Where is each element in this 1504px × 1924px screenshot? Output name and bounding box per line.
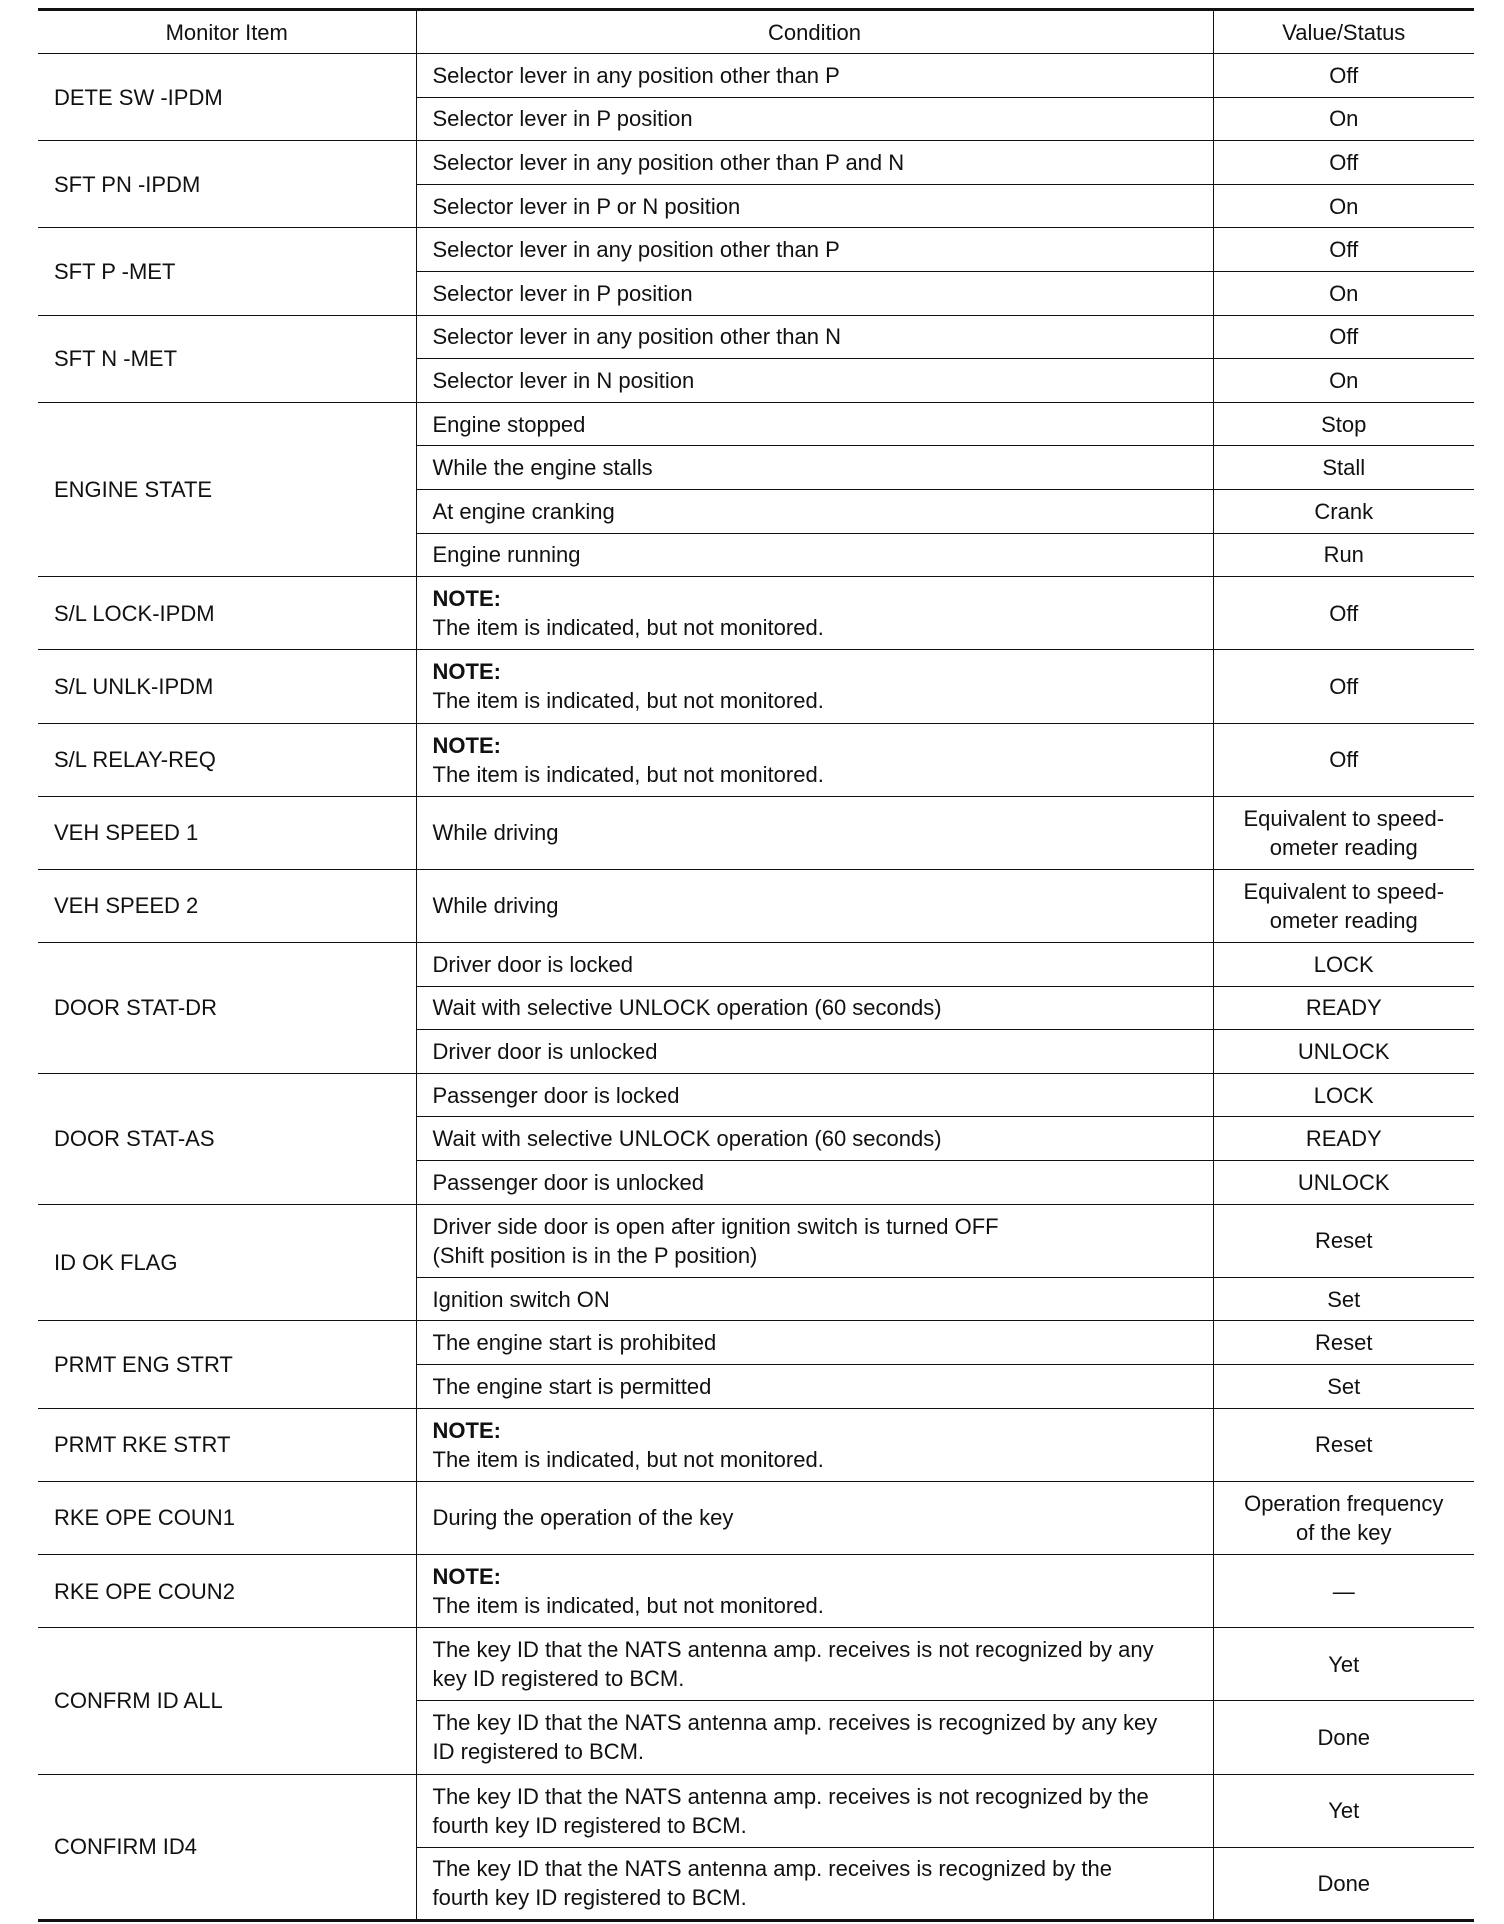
value-status-cell: Off [1213,577,1474,650]
value-status-cell: Set [1213,1277,1474,1321]
table-row [38,723,1474,796]
condition-cell: Selector lever in P or N position [416,184,1213,228]
note-text: The item is indicated, but not monitored. [432,615,824,641]
condition-cell: Ignition switch ON [416,1277,1213,1321]
condition-cell [416,577,1213,650]
table-row [38,577,1474,650]
monitor-item-cell: ENGINE STATE [38,402,416,576]
condition-cell [416,1554,1213,1627]
condition-cell: While driving [416,796,1213,869]
value-status-cell: READY [1213,986,1474,1030]
value-status-cell: Reset [1213,1204,1474,1277]
table-row [38,1321,1474,1365]
monitor-item-cell: DETE SW -IPDM [38,54,416,141]
table-row [38,796,1474,869]
monitor-item-cell: RKE OPE COUN2 [38,1554,416,1627]
value-status-cell: Operation frequency of the key [1213,1481,1474,1554]
value-status-cell: Off [1213,141,1474,185]
table-row [38,1481,1474,1554]
table-row [38,54,1474,98]
value-status-cell: Off [1213,228,1474,272]
condition-cell: Passenger door is unlocked [416,1161,1213,1205]
monitor-table-page [38,8,1474,1922]
table-row [38,943,1474,987]
table-row [38,1554,1474,1627]
condition-cell: During the operation of the key [416,1481,1213,1554]
value-status-cell: — [1213,1554,1474,1627]
condition-cell: The engine start is prohibited [416,1321,1213,1365]
table-header-row [38,10,1474,54]
table-row [38,315,1474,359]
header-value-status: Value/Status [1213,10,1474,54]
condition-cell: Driver door is locked [416,943,1213,987]
condition-cell: Engine running [416,533,1213,577]
monitor-item-cell: SFT N -MET [38,315,416,402]
table-row [38,1204,1474,1277]
condition-cell: Selector lever in N position [416,359,1213,403]
note-label: NOTE: [432,659,501,685]
table-row [38,1628,1474,1701]
table-row [38,1073,1474,1117]
note-label: NOTE: [432,586,501,612]
monitor-item-cell: RKE OPE COUN1 [38,1481,416,1554]
value-status-cell: Set [1213,1365,1474,1409]
monitor-item-cell: PRMT RKE STRT [38,1408,416,1481]
condition-cell: The key ID that the NATS antenna amp. receives is recognized by the fourth key ID registered to BCM. [416,1847,1213,1920]
value-status-cell: Off [1213,315,1474,359]
condition-cell [416,650,1213,723]
value-status-cell: Done [1213,1847,1474,1920]
condition-cell: The key ID that the NATS antenna amp. receives is not recognized by the fourth key ID registered to BCM. [416,1774,1213,1847]
value-status-cell: Off [1213,650,1474,723]
value-status-cell: Done [1213,1701,1474,1774]
monitor-item-cell: VEH SPEED 2 [38,869,416,942]
table-row [38,1408,1474,1481]
monitor-item-cell: SFT P -MET [38,228,416,315]
table-body [38,54,1474,1921]
table-row [38,1774,1474,1847]
value-status-cell: UNLOCK [1213,1161,1474,1205]
monitor-item-cell: S/L LOCK-IPDM [38,577,416,650]
value-status-cell: Yet [1213,1774,1474,1847]
note-text: The item is indicated, but not monitored. [432,1593,824,1619]
note-label: NOTE: [432,1564,501,1590]
condition-cell: Selector lever in P position [416,97,1213,141]
condition-cell [416,723,1213,796]
value-status-cell: On [1213,97,1474,141]
value-status-cell: On [1213,359,1474,403]
monitor-item-cell: DOOR STAT-AS [38,1073,416,1204]
header-condition: Condition [416,10,1213,54]
value-status-cell: Reset [1213,1321,1474,1365]
value-status-cell: Off [1213,723,1474,796]
monitor-item-cell: DOOR STAT-DR [38,943,416,1074]
condition-cell: Selector lever in any position other than P and N [416,141,1213,185]
note-text: The item is indicated, but not monitored. [432,1446,824,1472]
condition-cell: While the engine stalls [416,446,1213,490]
table-row [38,228,1474,272]
table-row [38,141,1474,185]
condition-cell: The key ID that the NATS antenna amp. receives is recognized by any key ID registered to BCM. [416,1701,1213,1774]
header-monitor-item: Monitor Item [38,10,416,54]
condition-cell: Driver door is unlocked [416,1030,1213,1074]
table-row [38,402,1474,446]
condition-cell: Selector lever in any position other than P [416,228,1213,272]
value-status-cell: Stall [1213,446,1474,490]
value-status-cell: On [1213,271,1474,315]
value-status-cell: READY [1213,1117,1474,1161]
value-status-cell: Equivalent to speed- ometer reading [1213,869,1474,942]
monitor-item-cell: ID OK FLAG [38,1204,416,1321]
monitor-item-cell: S/L RELAY-REQ [38,723,416,796]
condition-cell: While driving [416,869,1213,942]
monitor-item-cell: PRMT ENG STRT [38,1321,416,1408]
note-label: NOTE: [432,732,501,758]
value-status-cell: LOCK [1213,1073,1474,1117]
monitor-item-table [38,8,1474,1922]
value-status-cell: UNLOCK [1213,1030,1474,1074]
note-text: The item is indicated, but not monitored. [432,761,824,787]
condition-cell: At engine cranking [416,489,1213,533]
value-status-cell: Stop [1213,402,1474,446]
monitor-item-cell: S/L UNLK-IPDM [38,650,416,723]
table-row [38,650,1474,723]
value-status-cell: Off [1213,54,1474,98]
condition-cell: Wait with selective UNLOCK operation (60 seconds) [416,986,1213,1030]
condition-cell [416,1408,1213,1481]
value-status-cell: LOCK [1213,943,1474,987]
value-status-cell: Crank [1213,489,1474,533]
value-status-cell: Yet [1213,1628,1474,1701]
monitor-item-cell: VEH SPEED 1 [38,796,416,869]
note-label: NOTE: [432,1417,501,1443]
condition-cell: The key ID that the NATS antenna amp. receives is not recognized by any key ID registered to BCM. [416,1628,1213,1701]
condition-cell: Driver side door is open after ignition switch is turned OFF (Shift position is in the P position) [416,1204,1213,1277]
condition-cell: Wait with selective UNLOCK operation (60 seconds) [416,1117,1213,1161]
monitor-item-cell: CONFIRM ID4 [38,1774,416,1920]
condition-cell: Selector lever in any position other than N [416,315,1213,359]
condition-cell: Passenger door is locked [416,1073,1213,1117]
condition-cell: Engine stopped [416,402,1213,446]
note-text: The item is indicated, but not monitored. [432,688,824,714]
condition-cell: Selector lever in P position [416,271,1213,315]
monitor-item-cell: SFT PN -IPDM [38,141,416,228]
value-status-cell: Run [1213,533,1474,577]
condition-cell: Selector lever in any position other than P [416,54,1213,98]
value-status-cell: On [1213,184,1474,228]
table-row [38,869,1474,942]
condition-cell: The engine start is permitted [416,1365,1213,1409]
value-status-cell: Equivalent to speed- ometer reading [1213,796,1474,869]
value-status-cell: Reset [1213,1408,1474,1481]
monitor-item-cell: CONFRM ID ALL [38,1628,416,1774]
